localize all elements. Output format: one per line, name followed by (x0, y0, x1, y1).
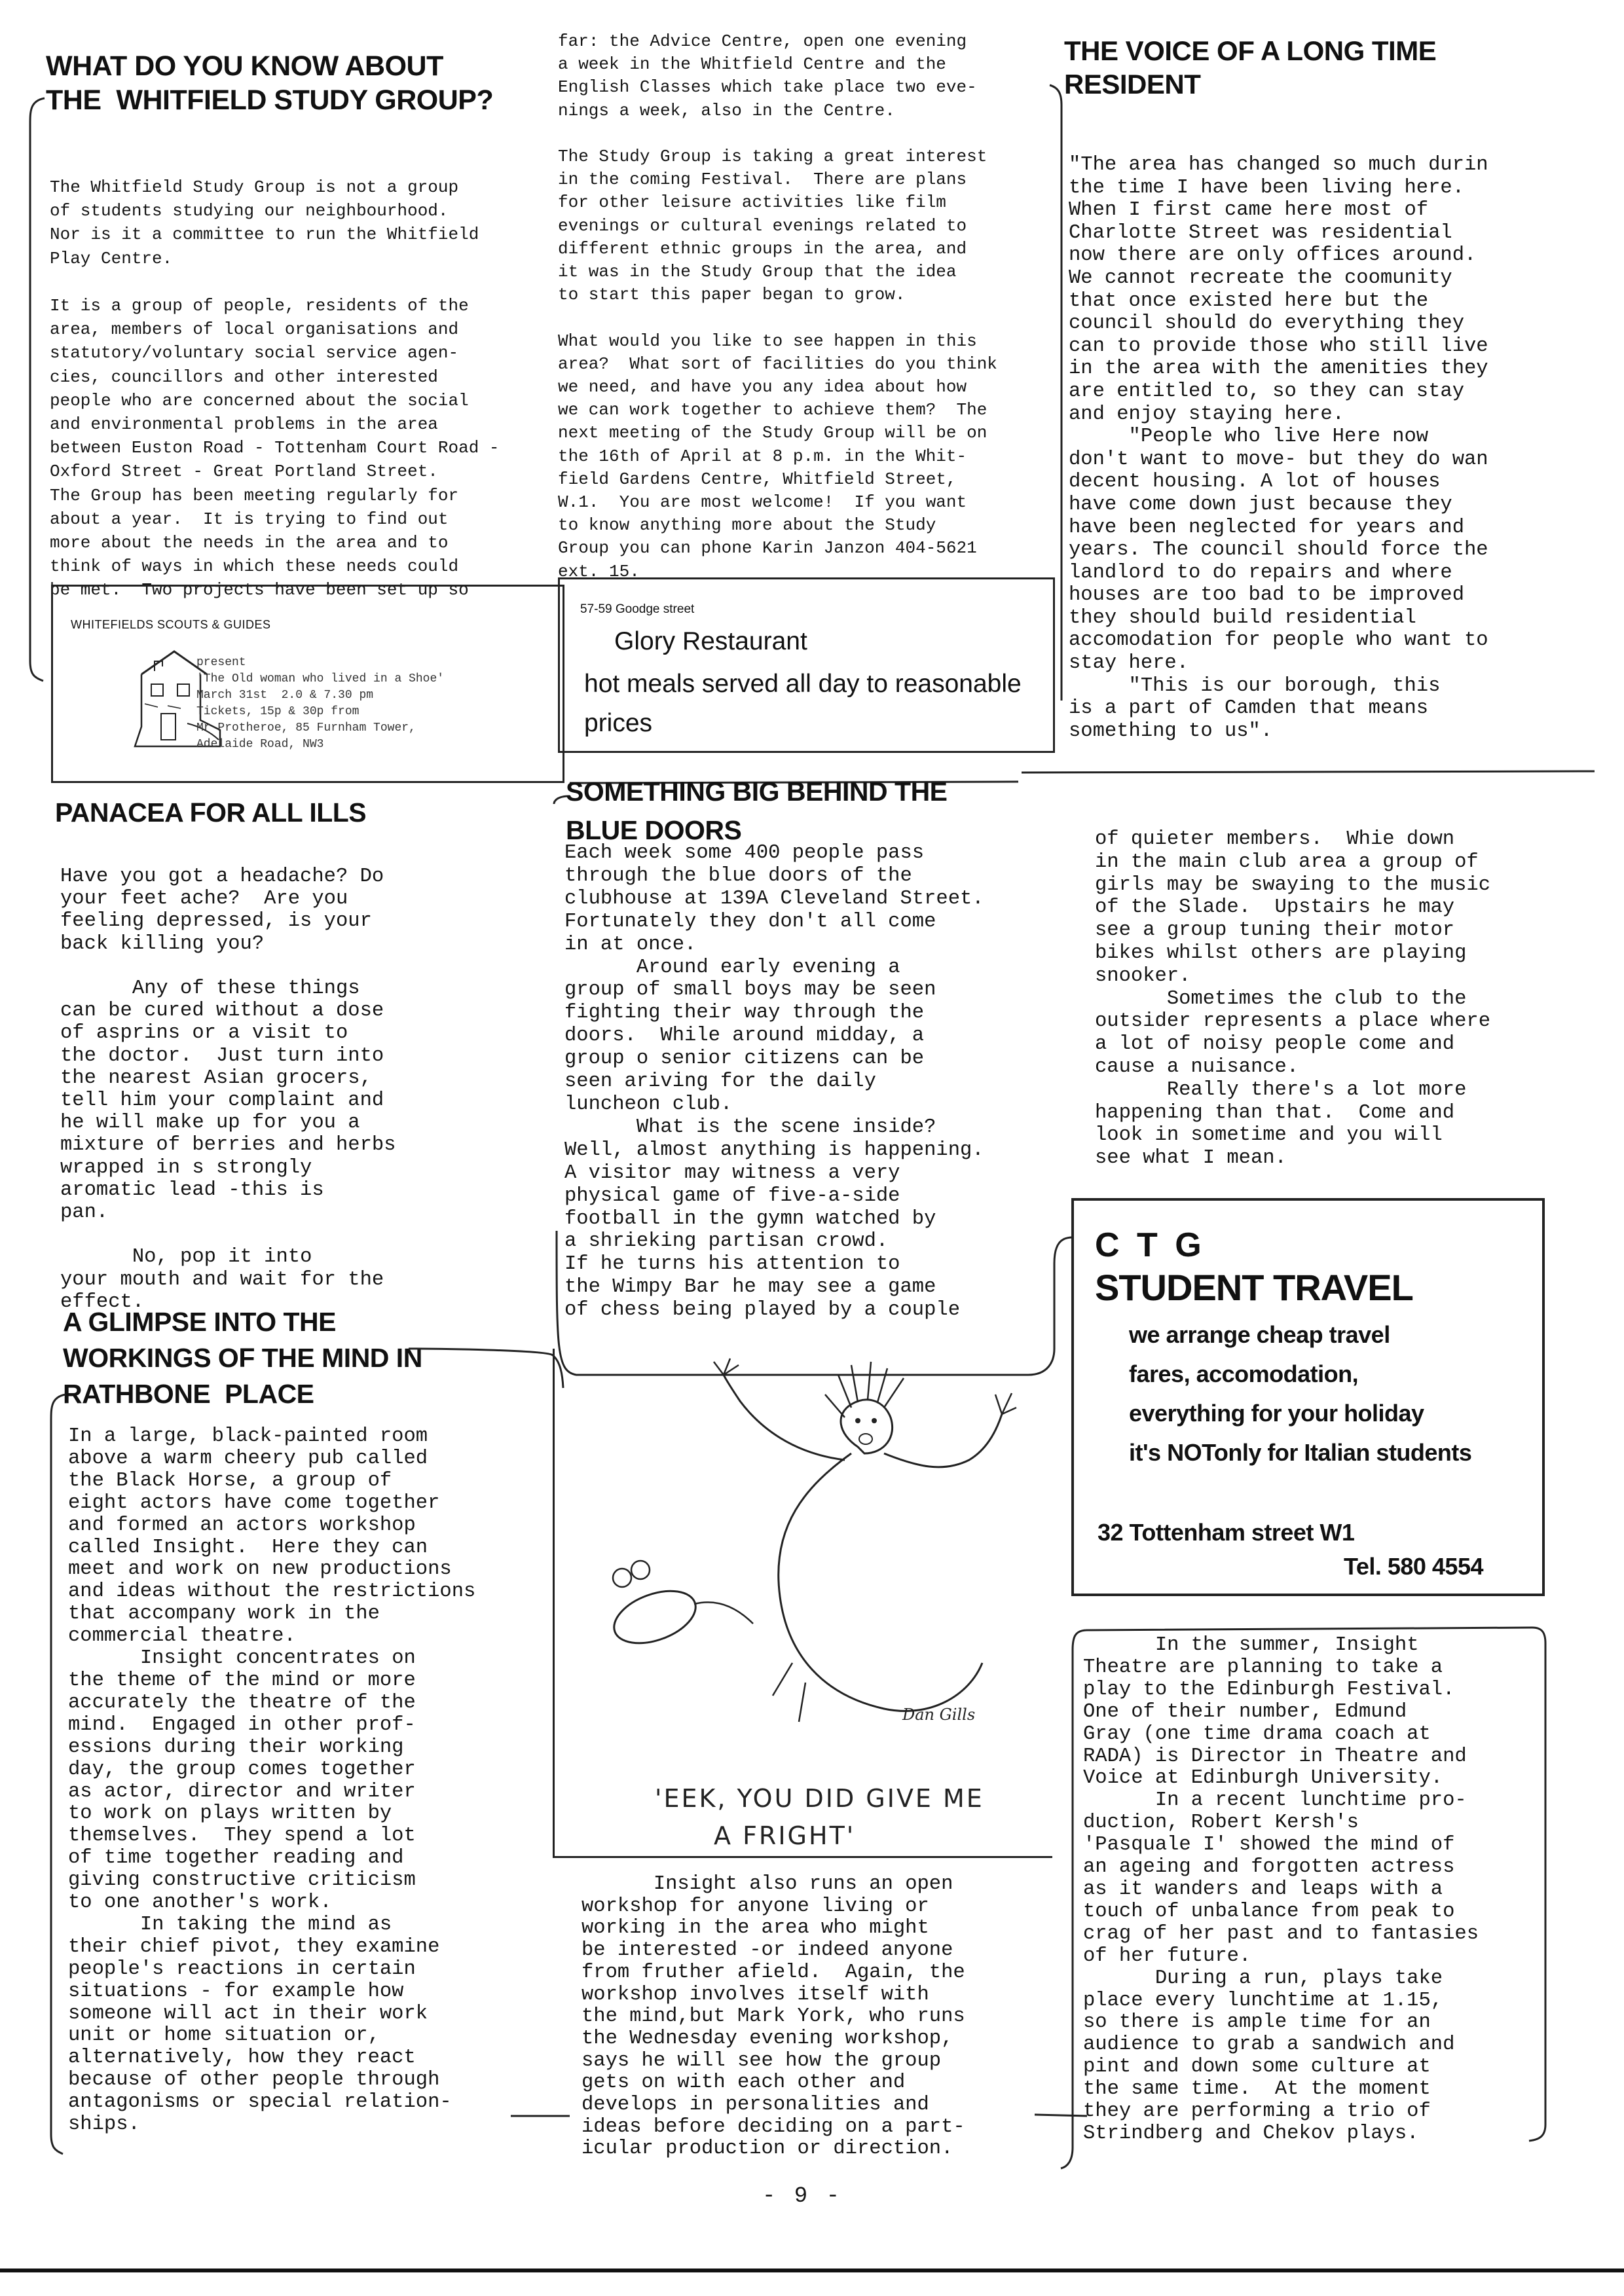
scouts-ad-body: present 'The Old woman who lived in a Shoe' March 31st 2.0 & 7.30 pm Tickets, 15p & 30p from Mr Protheroe, 85 Furnham Tower, Adelaide Road, NW3 (196, 656, 445, 751)
panacea-body: Have you got a headache? Do your feet ache? Are you feeling depressed, is your back killing you? Any of these things can be cured without a dose of asprins or a visit to the doctor. Just turn into the nearest Asian grocers, tell him your complaint and he will make up for you a mixture of berries and herbs wrapped in s strongly aromatic lead -this is pan. No, pop it into your mouth and wait for the effect. (60, 866, 396, 1313)
glory-ad-text: hot meals served all day to reasonable prices (584, 670, 1022, 737)
voice-heading: THE VOICE OF A LONG TIME RESIDENT (1064, 35, 1437, 100)
column-connectors (511, 2108, 1100, 2134)
blue-doors-col2: of quieter members. Whie down in the main club area a group of girls may be swaying to the music of the Slade. Upstairs he may see a group tuning their motor bikes whilst others are playing snooker. Sometimes the club to the outsider represents a place where a lot of noisy people come and cause a nuisance. Really there's a lot more happening than that. Come and look in sometime and you will see what I mean. (1095, 828, 1490, 1170)
study-group-col1: The Whitfield Study Group is not a group of students studying our neighbourhood. Nor is it a committee to run the Whitfield Play Centre. It is a group of people, residents of the area, members of local organisations and statutory/voluntary social service agen- cies, councillors and other interested people who are concerned about the social and environmental problems in the area between Euston Road - Tottenham Court Road - Oxford Street - Great Portland Street. The Group has been meeting regularly for about a year. It is trying to find out more about the needs in the area and to think of ways in which these needs could be met. Two projects have been set up so (50, 177, 500, 600)
glimpse-right: In the summer, Insight Theatre are planning to take a play to the Edinburgh Festival. One of their number, Edmund Gray (one time drama coach at RADA) is Director in Theatre and Voice at Edinburgh University. In a recent lunchtime pro- duction, Robert Kersh's 'Pasquale I' showed the mind of an ageing and forgotten actress as it wanders and leaps with a touch of unbalance from peak to crag of her past and to fantasies of her future. During a run, plays take place every lunchtime at 1.15, so there is ample time for an audience to grab a sandwich and pint and down some culture at the same time. At the moment they are performing a trio of Strindberg and Chekov plays. (1083, 1634, 1479, 2145)
ctg-ad-line4: fares, accomodation, (1129, 1360, 1359, 1387)
scouts-ad-title: WHITEFIELDS SCOUTS & GUIDES (71, 618, 271, 631)
ctg-ad-line5: everything for your holiday (1129, 1400, 1424, 1427)
ctg-ad-tel: Tel. 580 4554 (1344, 1553, 1483, 1580)
ctg-ad-line1: C T G (1095, 1226, 1206, 1264)
glory-ad-address: 57-59 Goodge street (580, 602, 695, 616)
page-number: - 9 - (762, 2184, 843, 2209)
study-group-bracket (25, 98, 51, 687)
cartoon-caption-line2: A FRIGHT' (714, 1821, 856, 1850)
study-group-col2: far: the Advice Centre, open one evening a week in the Whitfield Centre and the English Classes which take place two eve- nings a week, also in the Centre. The Study Group is taking a great interest in the coming Festival. There are plans for other leisure activities like film evenings or cultural evenings related to different ethnic groups in the area, and it was in the Study Group that the idea to start this paper began to grow. What would you like to see happen in this area? What sort of facilities do you think we need, and have you any idea about how we can work together to achieve them? The next meeting of the Study Group will be on the 16th of April at 8 p.m. in the Whit- field Gardens Centre, Whitfield Street, W.1. You are most welcome! If you want to know anything more about the Study Group you can phone Karin Janzon 404-5621 ext. 15. (558, 31, 997, 581)
panacea-heading: PANACEA FOR ALL ILLS (55, 797, 367, 828)
blue-doors-col1: Each week some 400 people pass through the blue doors of the clubhouse at 139A Cleveland Street. Fortunately they don't all come in at once. Around early evening a group of small boys may be seen fighting their way through the doors. While around midday, a group o senior citizens can be seen ariving for the daily luncheon club. What is the scene inside? Well, almost anything is happening. A visitor may witness a very physical game of five-a-side football in the gymn watched by a shrieking partisan crowd. If he turns his attention to the Wimpy Bar he may see a game of chess being played by a couple (564, 842, 984, 1322)
bottom-edge-rule (0, 2269, 1624, 2272)
voice-body: "The area has changed so much durin the time I have been living here. When I first came here most of Charlotte Street was residential now there are only offices around. We cannot recreate the coomunity that once existed here but the council should do everything they can to provide those who still live in the area with the amenities they are entitled to, so they can stay and enjoy staying here. "People who live Here now don't want to move- but they do wan decent housing. A lot of houses have come down just because they have been neglected for years and years. The council should force the landlord to do repairs and where houses are too bad to be improved they should build residential accomodation for people who want to stay here. "This is our borough, this is a part of Camden that means something to us". (1069, 154, 1488, 742)
ctg-ad-line2: STUDENT TRAVEL (1095, 1267, 1413, 1308)
cartoon-caption-line1: 'EEK, YOU DID GIVE ME (655, 1784, 984, 1813)
cartoon-signature: Dan Gills (902, 1705, 976, 1724)
glory-ad-name: Glory Restaurant (614, 627, 807, 655)
voice-bottom-line (1022, 766, 1598, 779)
blue-doors-heading: SOMETHING BIG BEHIND THE BLUE DOORS (566, 776, 948, 845)
ctg-ad-line6: it's NOTonly for Italian students (1129, 1439, 1472, 1466)
study-group-heading: WHAT DO YOU KNOW ABOUT THE WHITFIELD STUDY GROUP? (46, 50, 494, 116)
voice-top-bracket (1044, 85, 1071, 714)
glimpse-heading: A GLIMPSE INTO THE WORKINGS OF THE MIND IN RATHBONE PLACE (63, 1307, 422, 1409)
glimpse-body: In a large, black-painted room above a warm cheery pub called the Black Horse, a group of eight actors have come together and formed an actors workshop called Insight. Here they can meet and work on new productions and ideas without the restrictions that accompany work in the commercial theatre. Insight concentrates on the theme of the mind or more accurately the theatre of the mind. Engaged in other prof- essions during their working day, the group comes together as actor, director and writer to work on plays written by themselves. They spend a lot of time together reading and giving constructive criticism to one another's work. In taking the mind as their chief pivot, they examine people's reactions in certain situations - for example how someone will act in their work unit or home situation or, alternatively, how they react because of other people through antagonisms or special relation- ships. (68, 1425, 476, 2136)
glimpse-middle: Insight also runs an open workshop for anyone living or working in the area who might be interested -or indeed anyone from fruther afield. Again, the workshop involves itself with the mind,but Mark York, who runs the Wednesday evening workshop, says he will see how the group gets on with each other and develops in personalities and ideas before deciding on a part- icular production or direction. (581, 1873, 965, 2160)
ctg-ad-line3: we arrange cheap travel (1129, 1321, 1390, 1348)
ctg-ad-address: 32 Tottenham street W1 (1098, 1519, 1355, 1546)
